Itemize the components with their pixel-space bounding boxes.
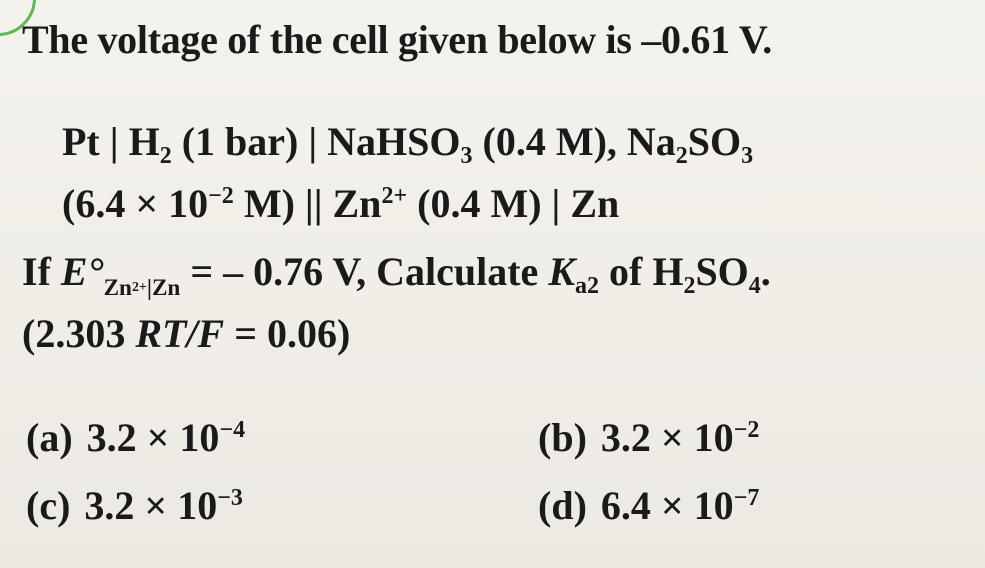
e-sub-end: |Zn — [146, 275, 181, 302]
rtf-open: (2.303 — [22, 311, 136, 356]
if-prefix: If — [22, 249, 61, 294]
cell-nahso3-subscript: 3 — [460, 143, 473, 170]
cell-pt-h: Pt | H — [62, 119, 160, 164]
cell-so3-subscript: 3 — [741, 143, 754, 170]
option-b-label: (b) — [538, 415, 587, 460]
option-a-mantissa: 3.2 × 10 — [86, 415, 220, 460]
option-d-mantissa: 6.4 × 10 — [600, 483, 734, 528]
h2-subscript: 2 — [683, 273, 696, 300]
cell-salt-bridge-zn: M) || Zn — [233, 181, 382, 226]
option-c-mantissa: 3.2 × 10 — [84, 483, 218, 528]
option-d-exponent: −7 — [733, 484, 760, 511]
cell-zn-end: (0.4 M) | Zn — [407, 181, 620, 226]
rtf-line — [22, 310, 350, 357]
option-d[interactable] — [538, 482, 759, 529]
rtf-close: = 0.06) — [224, 311, 351, 356]
e-standard: E° — [60, 249, 104, 294]
of-h: of H — [599, 249, 684, 294]
if-equation: = – 0.76 V, Calculate — [180, 249, 549, 294]
option-a[interactable] — [26, 414, 245, 461]
if-dot: . — [760, 249, 771, 294]
option-a-label: (a) — [26, 415, 73, 460]
option-c[interactable] — [26, 482, 243, 529]
rtf-symbol: RT/F — [135, 311, 225, 356]
cell-h2-subscript: 2 — [159, 143, 172, 170]
cell-zn-charge: 2+ — [381, 182, 408, 209]
cell-conc-na: (0.4 M), Na — [472, 119, 676, 164]
k-symbol: K — [548, 249, 575, 294]
question-title: The voltage of the cell given below is –0.61 V. — [22, 17, 772, 62]
option-b-exponent: −2 — [733, 416, 760, 443]
cell-notation-line-2 — [62, 180, 619, 227]
cell-notation-line-1 — [62, 118, 754, 170]
so4-subscript: 4 — [748, 273, 761, 300]
cell-conc-exponent: −2 — [208, 182, 234, 209]
option-b[interactable] — [538, 414, 759, 461]
so-text: SO — [695, 249, 749, 294]
k-subscript: a2 — [575, 273, 599, 300]
option-d-label: (d) — [538, 483, 587, 528]
option-a-exponent: −4 — [219, 416, 246, 443]
cell-so: SO — [687, 119, 742, 164]
if-line — [22, 248, 771, 302]
cell-bar-nahso: (1 bar) | NaHSO — [171, 119, 461, 164]
option-b-mantissa: 3.2 × 10 — [600, 415, 734, 460]
option-c-exponent: −3 — [217, 484, 243, 511]
e-sub-charge: 2+ — [131, 279, 147, 295]
cell-na2-subscript: 2 — [675, 143, 688, 170]
option-c-label: (c) — [26, 483, 71, 528]
e-subscript — [104, 275, 181, 301]
cell-conc-value: (6.4 × 10 — [62, 181, 209, 226]
e-sub-zn: Zn — [103, 275, 132, 302]
